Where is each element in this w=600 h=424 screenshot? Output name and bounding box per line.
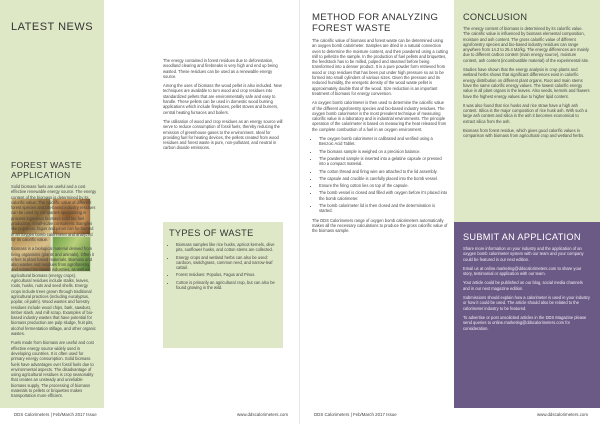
- types-of-waste-heading: TYPES OF WASTE: [169, 228, 254, 238]
- conclusion-paragraph: Biomass from forest residue, which gives good calorific values in comparison with biomass from agricultural crop and wetland herbs.: [463, 128, 585, 139]
- middle-paragraph: The energy contained in forest residues due to deforestation, woodland clearing and firebreaks is very high and end up being wasted. These residues can be used as a renewable energy source.: [163, 58, 278, 79]
- conclusion-paragraph: The energy content of biomass is determined by its calorific value. The calorific value is influenced by biomass elemental composition, moisture and ash content. The gross calorific value of different agroforestry species and bio-based industry residues can range anywhere from 14.3 to 25.4 MJ/kg. The energy differences are mainly due to different carbon content (main energy source), moisture content, ash content (incombustible material) of the experimental site.: [463, 26, 590, 63]
- footer-issue: DDS Calorimeters | Feb/March 2017 Issue: [14, 412, 97, 417]
- list-item: • The powdered sample is inserted into a gelatine capsule or pressed into a compact material.: [319, 156, 448, 167]
- list-item: • The oxygen bomb calorimeter is calibrated and verified using a Benzoic Acid Tablet.: [319, 136, 448, 147]
- right-page: [300, 0, 600, 424]
- submit-application-box: [454, 222, 600, 408]
- middle-paragraph: Among the uses of biomass the wood pellet is also included. New techniques are available to turn wood and crop residues into standardized pellets that are environmentally safe and easy to handle. These pellets can be used in domestic wood burning applications which include fireplaces, pellet stoves and burners, central heating furnaces and boilers.: [163, 83, 282, 115]
- list-item: • The cotton thread and firing wire are attached to the lid assembly.: [319, 169, 448, 174]
- forest-waste-application-heading: FOREST WASTE APPLICATION: [11, 160, 82, 180]
- list-item: • The bomb calorimeter lid is then closed and the determination is started.: [319, 203, 448, 214]
- list-item: • Cotton is primarily an agricultural crop, but can also be found growing in the wild.: [176, 280, 279, 291]
- latest-news-column: [0, 0, 104, 408]
- footer-issue: DDS Calorimeters | Feb/March 2017 Issue: [314, 412, 397, 417]
- conclusion-paragraph: Studies have shown that the energy analysis in crop plants and wetland herbs shows that significant differences exist in calorific energy distribution on different plant organs. Root and main stems have the same calorific energy values. The lowest calorific energy value in all plant organs is the leaves. Also seeds, kernels and flowers have the highest energy values due to higher lipid content.: [463, 67, 590, 99]
- conclusion-heading: CONCLUSION: [463, 12, 528, 22]
- list-item: • The biomass sample is weighed on a precision balance.: [319, 149, 448, 154]
- method-steps-list: [312, 136, 448, 214]
- submit-paragraph: Share more information on your industry and the application of an oxygen bomb calorimeter system with our team and your company could be featured in our next edition.: [463, 246, 584, 262]
- forest-waste-paragraph: Biomass is a biological material derived from living organisms (plants and animals). Often it refers to plant based materials. Biomass and also wastes and residues from agroforestry and related bio-based industries, as well as agricultural biomass (energy crops). Agricultural residues include stalks, leaves, roots, husks, nuts and seed shells. Energy crops include trees grown through traditional agricultural practices (including eucalyptus, poplar, oil palm). Wood wastes and forestry residues include wood chips, bark, sawdust, timber slash, and mill scrap. Examples of bio-based industry wastes that have potential for biomass production are pulp sludge, fruit pits, alcohol fermentation stillage, and other organic wastes.: [11, 246, 96, 337]
- left-footer: [0, 408, 300, 424]
- method-paragraph: An oxygen bomb calorimeter is then used to determine the calorific value of the different agroforestry species and bio-based industry residues. The oxygen bomb calorimeter is the most prevalent technique of measuring calorific value in a laboratory and in industrial environments. The principle operation of the calorimeter is based on measuring the heat released from the complete combustion of a fuel in an oxygen environment.: [312, 100, 447, 132]
- forest-waste-application-section: [11, 160, 97, 403]
- footer-website-link[interactable]: www.ddscalorimeters.com: [537, 412, 588, 417]
- types-of-waste-box: [163, 222, 283, 348]
- latest-news-title: LATEST NEWS: [11, 21, 94, 33]
- submit-paragraph: Submissions should explain how a calorimeter is used in your industry or how it could be used. The article should also be related to the calorimeter industry to be featured.: [463, 295, 590, 311]
- middle-paragraph: The utilisation of wood and crop residues as an energy source will serve to reduce consumption of fossil fuels, thereby reducing the emission of greenhouse gases to the environment. Ideal for providing fuel for heating devices, the pellets created from wood residues and forest waste is pure, non-pollutant, and neutral in carbon dioxide emissions.: [163, 118, 283, 151]
- forest-waste-paragraph: Solid biomass fuels are useful and a cost effective renewable energy source. The energy content of the biomass is determined by its calorific value. The calorific value of different forest species and bio-based industry residues can be used by companies specializing in process ingenious biomass solid bio fuel production, small-scale consumers. Samples like populous, fagus and pinus can be burned in an oxygen bomb calorimeter and analyzed for its calorific value.: [11, 184, 97, 242]
- list-item: • The capsule and crucible is carefully placed into the bomb vessel.: [319, 176, 448, 181]
- submit-application-heading: SUBMIT AN APPLICATION: [463, 232, 581, 242]
- list-item: • Biomass samples like rice husks, apricot kernels, olive pits, sunflower husks, and cotton stems are collected.: [176, 242, 279, 253]
- forest-waste-paragraph: Fuels made from biomass are useful and cost effective energy source widely used in developing countries. It is often used for primary energy consumption. Solid biomass fuels have advantages over fossil fuels due to environmental aspects. The disadvantage of using agricultural residues is crop seasonality that creates an unsteady and unreliable biomass supply. The processing of biomass materials to pellets or briquettes makes transportation more efficient.: [11, 340, 94, 399]
- types-of-waste-list: [169, 242, 279, 290]
- method-paragraph: The calorific value of biomass and forest waste can be determined using an oxygen bomb calorimeter. Samples are dried in a natural convection oven to determine the moisture content, and then powdered using a cutting mill to pelletize the sample. In the production of fuel pellets and briquettes, the feedstock has to be milled, pulped and steamed before being transformed into a denser product. It is a pure powder form retrieved from wood or crop residues that has been put under high pressure so as to be formed into small cylinders of various sizes. Given the pressure and its reduced humidity, the energetic density of the wood waste pellet is approximately double that of the wood. Size reduction is an important treatment of biomass for energy conversion.: [312, 38, 448, 96]
- list-item: • Forest residues: Populus, Fagus and Pinus.: [176, 272, 279, 277]
- list-item: • Energy crops and wetland herbs can also be used: cardoon, switchgrass, common reed, and narrow-leaf cattail.: [176, 255, 279, 271]
- conclusion-paragraph: It was also found that rice husks and rice straw have a high ash content. Silica is the major composition of rice husk ash. With such a large ash content and silica in the ash it becomes economical to extract silica from the ash.: [463, 102, 588, 124]
- submit-paragraph: Email us at online.marketing@ddscalorimeters.com to share your story, testimonial or application with our team.: [463, 265, 582, 277]
- method-closing: The DDS Calorimeters range of oxygen bomb calorimeters automatically makes all the necessary calculations to produce the gross calorific value of the biomass sample.: [312, 217, 448, 234]
- list-item: • The bomb vessel is closed and filled with oxygen before it's placed into the bomb calorimeter.: [319, 190, 448, 201]
- method-column: [312, 12, 448, 238]
- right-footer: [300, 408, 600, 424]
- submit-paragraph: Your article could be published on our blog, social media channels and in our next magazine edition.: [463, 280, 583, 291]
- conclusion-box: [454, 0, 600, 222]
- middle-column: [163, 58, 283, 155]
- footer-website-link[interactable]: www.ddscalorimeters.com: [237, 412, 288, 417]
- submit-paragraph: To advertise or post unsolicited articles in the DDS Magazine please send queries to online.marketing@ddscalorimeters.com for consideration.: [463, 314, 587, 331]
- list-item: • Ensure the firing cotton lies on top of the capsule.: [319, 183, 448, 188]
- method-heading: METHOD FOR ANALYZING FOREST WASTE: [312, 12, 439, 34]
